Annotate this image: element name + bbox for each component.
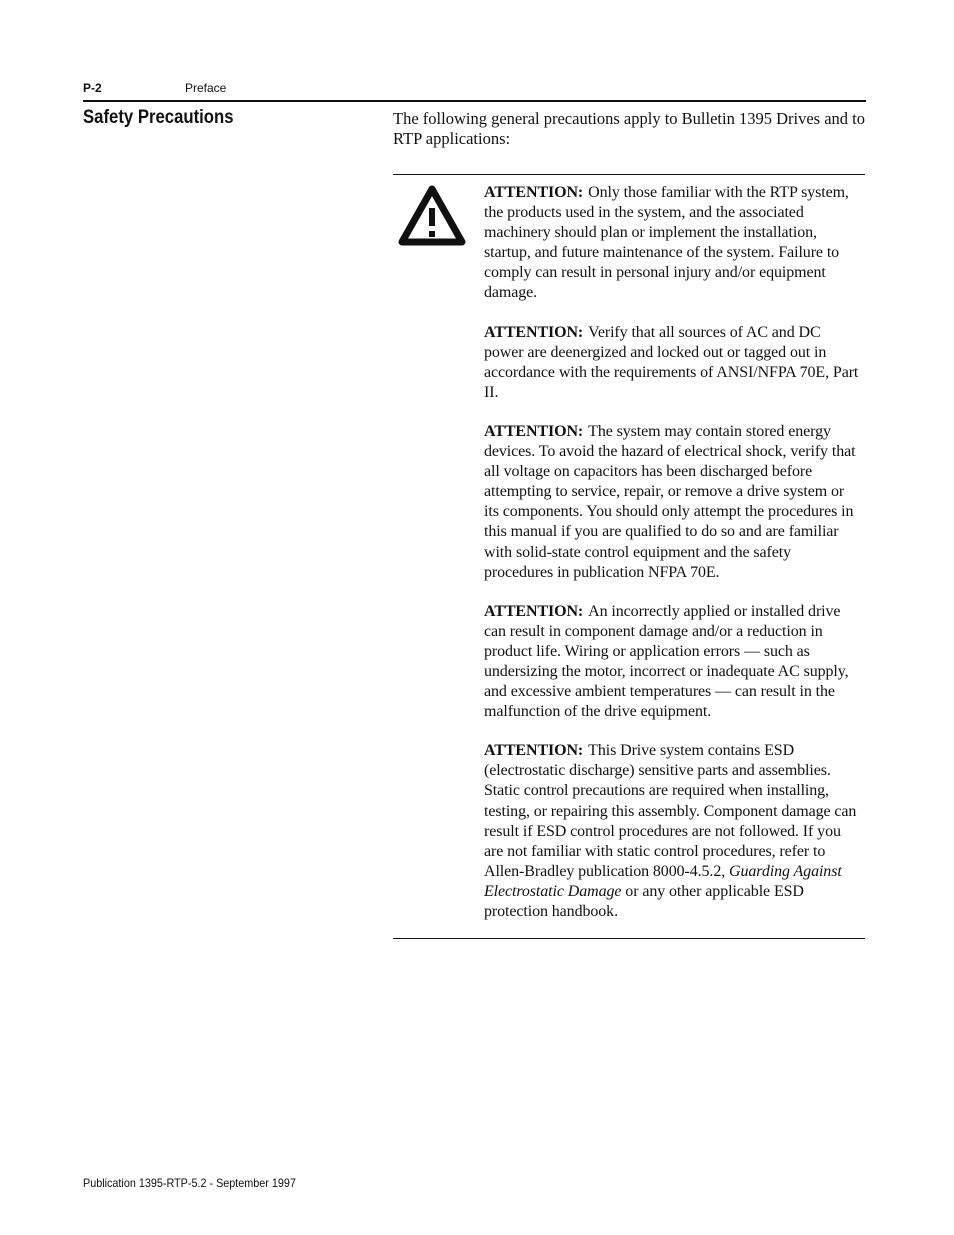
referenced-publication-title: Guarding Against Electrostatic Damage [484, 862, 842, 900]
attention-text: Verify that all sources of AC and DC power are deenergized and locked out or tagged out in accordance with the requirements of ANSI/NFPA 70E, Part II. [484, 323, 859, 401]
attention-text: An incorrectly applied or installed drive can result in component damage and/or a reduction in product life. Wiring or application errors — such as undersizing the motor, incorrect or inadequate AC supply, and excessive ambient temperatures — can result in the malfunction of the drive equipment. [484, 602, 849, 721]
intro-paragraph: The following general precautions apply to Bulletin 1395 Drives and to RTP applications: [393, 109, 865, 149]
section-name: Preface [185, 81, 227, 95]
attention-item [484, 323, 862, 403]
warning-triangle-icon [398, 184, 466, 248]
attention-item [484, 741, 862, 922]
attention-item [484, 602, 862, 723]
attention-item [484, 183, 862, 304]
attention-text-end: or any other applicable ESD protection handbook. [484, 882, 804, 920]
section-heading: Safety Precautions [83, 107, 234, 128]
attention-label: ATTENTION: [484, 602, 584, 620]
page-number: P-2 [83, 81, 102, 95]
attention-list [484, 183, 862, 941]
page-header [83, 80, 866, 102]
attention-box [393, 174, 865, 939]
publication-footer: Publication 1395-RTP-5.2 - September 1997 [83, 1176, 296, 1190]
attention-label: ATTENTION: [484, 742, 584, 760]
attention-item [484, 422, 862, 583]
attention-text: The system may contain stored energy devices. To avoid the hazard of electrical shock, verify that all voltage on capacitors has been discharged before attempting to service, repair, or remove a drive system or its components. You should only attempt the procedures in this manual if you are qualified to do so and are familiar with solid-state control equipment and the safety procedures in publication NFPA 70E. [484, 422, 856, 581]
attention-text: This Drive system contains ESD (electrostatic discharge) sensitive parts and assemblies. Static control precautions are required when installing, testing, or repairing this assembly. Component damage can result if ESD control procedures are not followed. If you are not familiar with static control procedures, refer to Allen-Bradley publication 8000-4.5.2, [484, 742, 857, 880]
attention-text: Only those familiar with the RTP system, the products used in the system, and the associated machinery should plan or implement the installation, startup, and future maintenance of the system. Failure to comply can result in personal injury and/or equipment damage. [484, 184, 849, 302]
attention-label: ATTENTION: [484, 184, 584, 201]
attention-label: ATTENTION: [484, 422, 584, 440]
attention-label: ATTENTION: [484, 323, 584, 341]
